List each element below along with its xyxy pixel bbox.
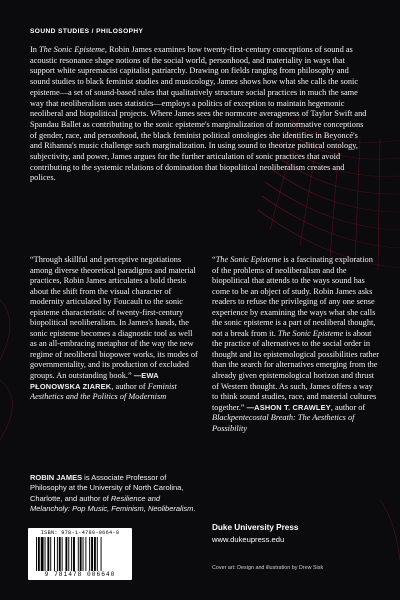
blurb-right-text-2: is about the practice of alternatives to the social order in thought and its epistemological possibilities rather than the search for alternatives emerging from the already given epistemological horizon and thrust of Western thought. As such, James offers a way to think sound studies, race, and material cultures together.”: [212, 328, 380, 412]
barcode-stripe: [47, 537, 49, 571]
blurb-left: [30, 255, 200, 403]
barcode-stripe: [80, 537, 82, 571]
blurb-left-text: “Through skillful and perceptive negotiations among diverse theoretical paradigms and material practices, Robin James articulates a bold thesis about the shift from the visual character of modernity articulated by Foucault to the sonic episteme characteristic of twenty-first-century biopolitical neoliberalism. In James's hands, the sonic episteme becomes a diagnostic tool as well as an all-embracing metaphor of the way the new regime of neoliberal biopower works, its modes of governmentality, and its production of excluded groups. An outstanding book.”: [30, 255, 198, 381]
author-books: Resilience and Melancholy: Pop Music, Feminism, Neoliberalism: [30, 493, 194, 513]
blurb-right-author-suffix: , author of: [330, 402, 366, 412]
barcode-stripe: [91, 537, 93, 571]
book-description: [30, 45, 370, 184]
barcode-stripe: [50, 537, 51, 571]
author-bio: [30, 473, 198, 514]
barcode-stripe: [78, 537, 79, 571]
barcode-stripe: [65, 537, 67, 571]
barcode-bars: [36, 537, 124, 571]
barcode-stripe: [94, 537, 96, 571]
cover-credit: Cover art: Design and illustration by Drew Sisk: [212, 565, 324, 571]
barcode-stripe: [45, 537, 46, 571]
description-body: , Robin James examines how twenty-first-century conceptions of sound as acoustic resonance shape notions of the social world, personhood, and materiality in ways that support white supremacist capitalist patriarchy. Drawing on fields ranging from philosophy and sound studies to black feminist studies and musicology, James shows how what she calls the sonic episteme—a set of sound-based rules that qualitatively structure social practices in much the same way that neoliberalism uses statistics—employs a politics of exception to maintain hegemonic neoliberal and biopolitical projects. Where James sees the normcore averageness of Taylor Swift and Spandau Ballet as contributing to the sonic episteme's marginalization of nonnormative conceptions of gender, race, and personhood, the black feminist political ontologies she identifies in Beyoncé's and Rihanna's music challenge such marginalization. In using sound to theorize political ontology, subjectivity, and power, James argues for the further articulation of sonic practices that avoid contributing to the systemic relations of domination that biopolitical neoliberalism creates and polices.: [30, 45, 367, 183]
author-bio-end: .: [193, 503, 196, 513]
barcode: [28, 528, 132, 580]
barcode-stripe: [68, 537, 69, 571]
blurb-right-author: —ASHON T. CRAWLEY: [246, 402, 331, 412]
publisher-url[interactable]: www.dukeupress.edu: [212, 535, 285, 544]
blurb-right: [212, 255, 380, 434]
barcode-stripe: [101, 537, 102, 571]
blurb-left-book: Feminist Aesthetics and the Politics of Modernism: [30, 381, 177, 402]
blurb-right-open: “: [212, 255, 216, 264]
barcode-stripe: [38, 537, 40, 571]
barcode-stripe: [83, 537, 84, 571]
barcode-number: 9 781478 006640: [44, 571, 116, 578]
description-lead: In: [30, 45, 40, 54]
barcode-stripe: [85, 537, 86, 571]
blurb-left-author-suffix: , author of: [111, 381, 148, 391]
barcode-stripe: [41, 537, 44, 571]
barcode-stripe: [73, 537, 75, 571]
blurb-right-title-2: The Sonic Episteme: [277, 328, 344, 338]
barcode-stripe: [57, 537, 58, 571]
barcode-stripe: [62, 537, 63, 571]
barcode-stripe: [54, 537, 55, 571]
author-bio-text: is Associate Professor of Philosophy at the University of North Carolina, Charlotte, and author of: [30, 473, 184, 503]
blurb-left-author: —EWA PŁONOWSKA ZIAREK: [30, 371, 159, 391]
isbn-label: ISBN: 978-1-4780-0664-0: [40, 530, 120, 536]
author-name: ROBIN JAMES: [30, 473, 83, 482]
description-book-title: The Sonic Episteme: [39, 45, 105, 54]
publisher-name: Duke University Press: [212, 523, 299, 532]
barcode-stripe: [89, 537, 90, 571]
publisher-block: [212, 523, 298, 544]
barcode-stripe: [36, 537, 37, 571]
blurb-right-book: Blackpentecostal Breath: The Aesthetics of Possibility: [212, 413, 355, 433]
barcode-stripe: [97, 537, 98, 571]
category-label: SOUND STUDIES / PHILOSOPHY: [30, 28, 144, 35]
blurb-right-title-1: The Sonic Episteme: [215, 255, 282, 264]
barcode-stripe: [59, 537, 61, 571]
blurb-right-text-1: is a fascinating exploration of the problems of neoliberalism and the biopolitical that attends to the ways sound has come to be an object of study. Robin James asks readers to refuse the privileging of any one sense experience by examining the ways what she calls the sonic episteme is a part of neoliberal thought, not a break from it.: [212, 255, 376, 338]
barcode-stripe: [71, 537, 72, 571]
